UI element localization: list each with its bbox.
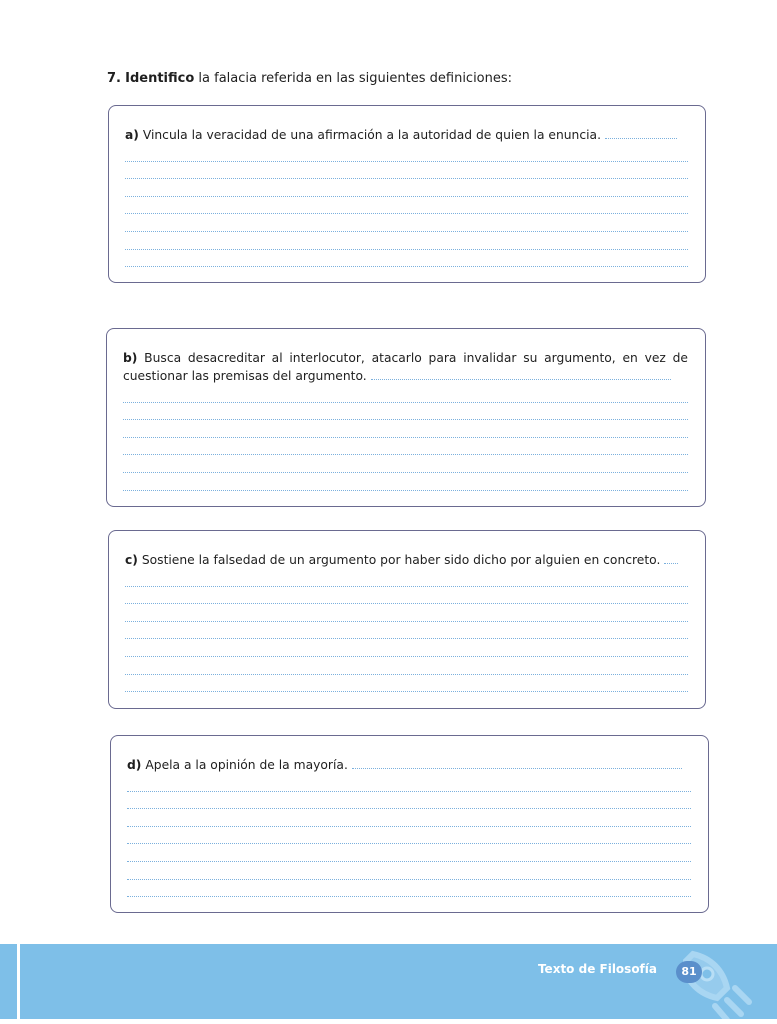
page-footer bbox=[0, 944, 777, 1024]
answer-line[interactable] bbox=[125, 179, 688, 197]
answer-line[interactable] bbox=[127, 880, 691, 898]
answer-line[interactable] bbox=[125, 587, 688, 605]
answer-line-c-0[interactable] bbox=[664, 562, 678, 564]
answer-lines-a[interactable] bbox=[125, 144, 688, 267]
answer-line[interactable] bbox=[125, 657, 688, 675]
item-a-text: Vincula la veracidad de una afirmación a la autoridad de quien la enuncia. bbox=[138, 128, 601, 142]
answer-line[interactable] bbox=[125, 232, 688, 250]
answer-line[interactable] bbox=[125, 250, 688, 268]
answer-box-c bbox=[108, 530, 706, 709]
answer-line[interactable] bbox=[123, 385, 688, 403]
item-d-text: Apela a la opinión de la mayoría. bbox=[141, 758, 348, 772]
answer-line[interactable] bbox=[125, 622, 688, 640]
answer-line[interactable] bbox=[125, 569, 688, 587]
question-text: la falacia referida en las siguientes definiciones: bbox=[194, 71, 513, 86]
question-verb: Identifico bbox=[125, 71, 195, 86]
question-number: 7. bbox=[107, 71, 121, 86]
item-c-letter: c) bbox=[125, 553, 138, 567]
item-a-prompt bbox=[125, 126, 688, 144]
item-d-letter: d) bbox=[127, 758, 142, 772]
answer-line[interactable] bbox=[125, 162, 688, 180]
item-c-text: Sostiene la falsedad de un argumento por haber sido dicho por alguien en concreto. bbox=[137, 553, 661, 567]
answer-line[interactable] bbox=[125, 214, 688, 232]
answer-line-a-0[interactable] bbox=[605, 137, 677, 139]
footer-left-edge bbox=[17, 944, 20, 1024]
item-b-prompt bbox=[123, 349, 688, 385]
answer-line[interactable] bbox=[125, 604, 688, 622]
answer-line[interactable] bbox=[127, 862, 691, 880]
book-title: Texto de Filosofía bbox=[537, 962, 657, 976]
answer-line[interactable] bbox=[127, 827, 691, 845]
item-b-text: Busca desacreditar al interlocutor, atacarlo para invalidar su argumento, en vez de cuestionar las premisas del argumento. bbox=[123, 351, 688, 383]
footer-bottom-edge bbox=[0, 1019, 777, 1024]
answer-lines-b[interactable] bbox=[123, 385, 688, 491]
answer-line[interactable] bbox=[123, 455, 688, 473]
answer-line[interactable] bbox=[123, 403, 688, 421]
answer-line[interactable] bbox=[123, 438, 688, 456]
item-c-prompt bbox=[125, 551, 688, 569]
answer-lines-d[interactable] bbox=[127, 774, 691, 897]
answer-line[interactable] bbox=[125, 639, 688, 657]
rocket-icon bbox=[683, 944, 777, 1020]
answer-line[interactable] bbox=[127, 774, 691, 792]
answer-box-a bbox=[108, 105, 706, 283]
answer-line[interactable] bbox=[123, 420, 688, 438]
answer-lines-c[interactable] bbox=[125, 569, 688, 692]
answer-line-b-0[interactable] bbox=[371, 378, 671, 380]
page-number: 81 bbox=[676, 961, 702, 983]
item-b-letter: b) bbox=[123, 351, 138, 365]
answer-line[interactable] bbox=[125, 144, 688, 162]
item-d-prompt bbox=[127, 756, 691, 774]
answer-line[interactable] bbox=[123, 473, 688, 491]
answer-box-b bbox=[106, 328, 706, 507]
answer-line[interactable] bbox=[127, 809, 691, 827]
item-a-letter: a) bbox=[125, 128, 139, 142]
answer-line[interactable] bbox=[127, 792, 691, 810]
question-heading bbox=[107, 70, 512, 88]
answer-box-d bbox=[110, 735, 709, 913]
answer-line[interactable] bbox=[125, 197, 688, 215]
answer-line[interactable] bbox=[127, 844, 691, 862]
answer-line[interactable] bbox=[125, 675, 688, 693]
answer-line-d-0[interactable] bbox=[352, 767, 682, 769]
